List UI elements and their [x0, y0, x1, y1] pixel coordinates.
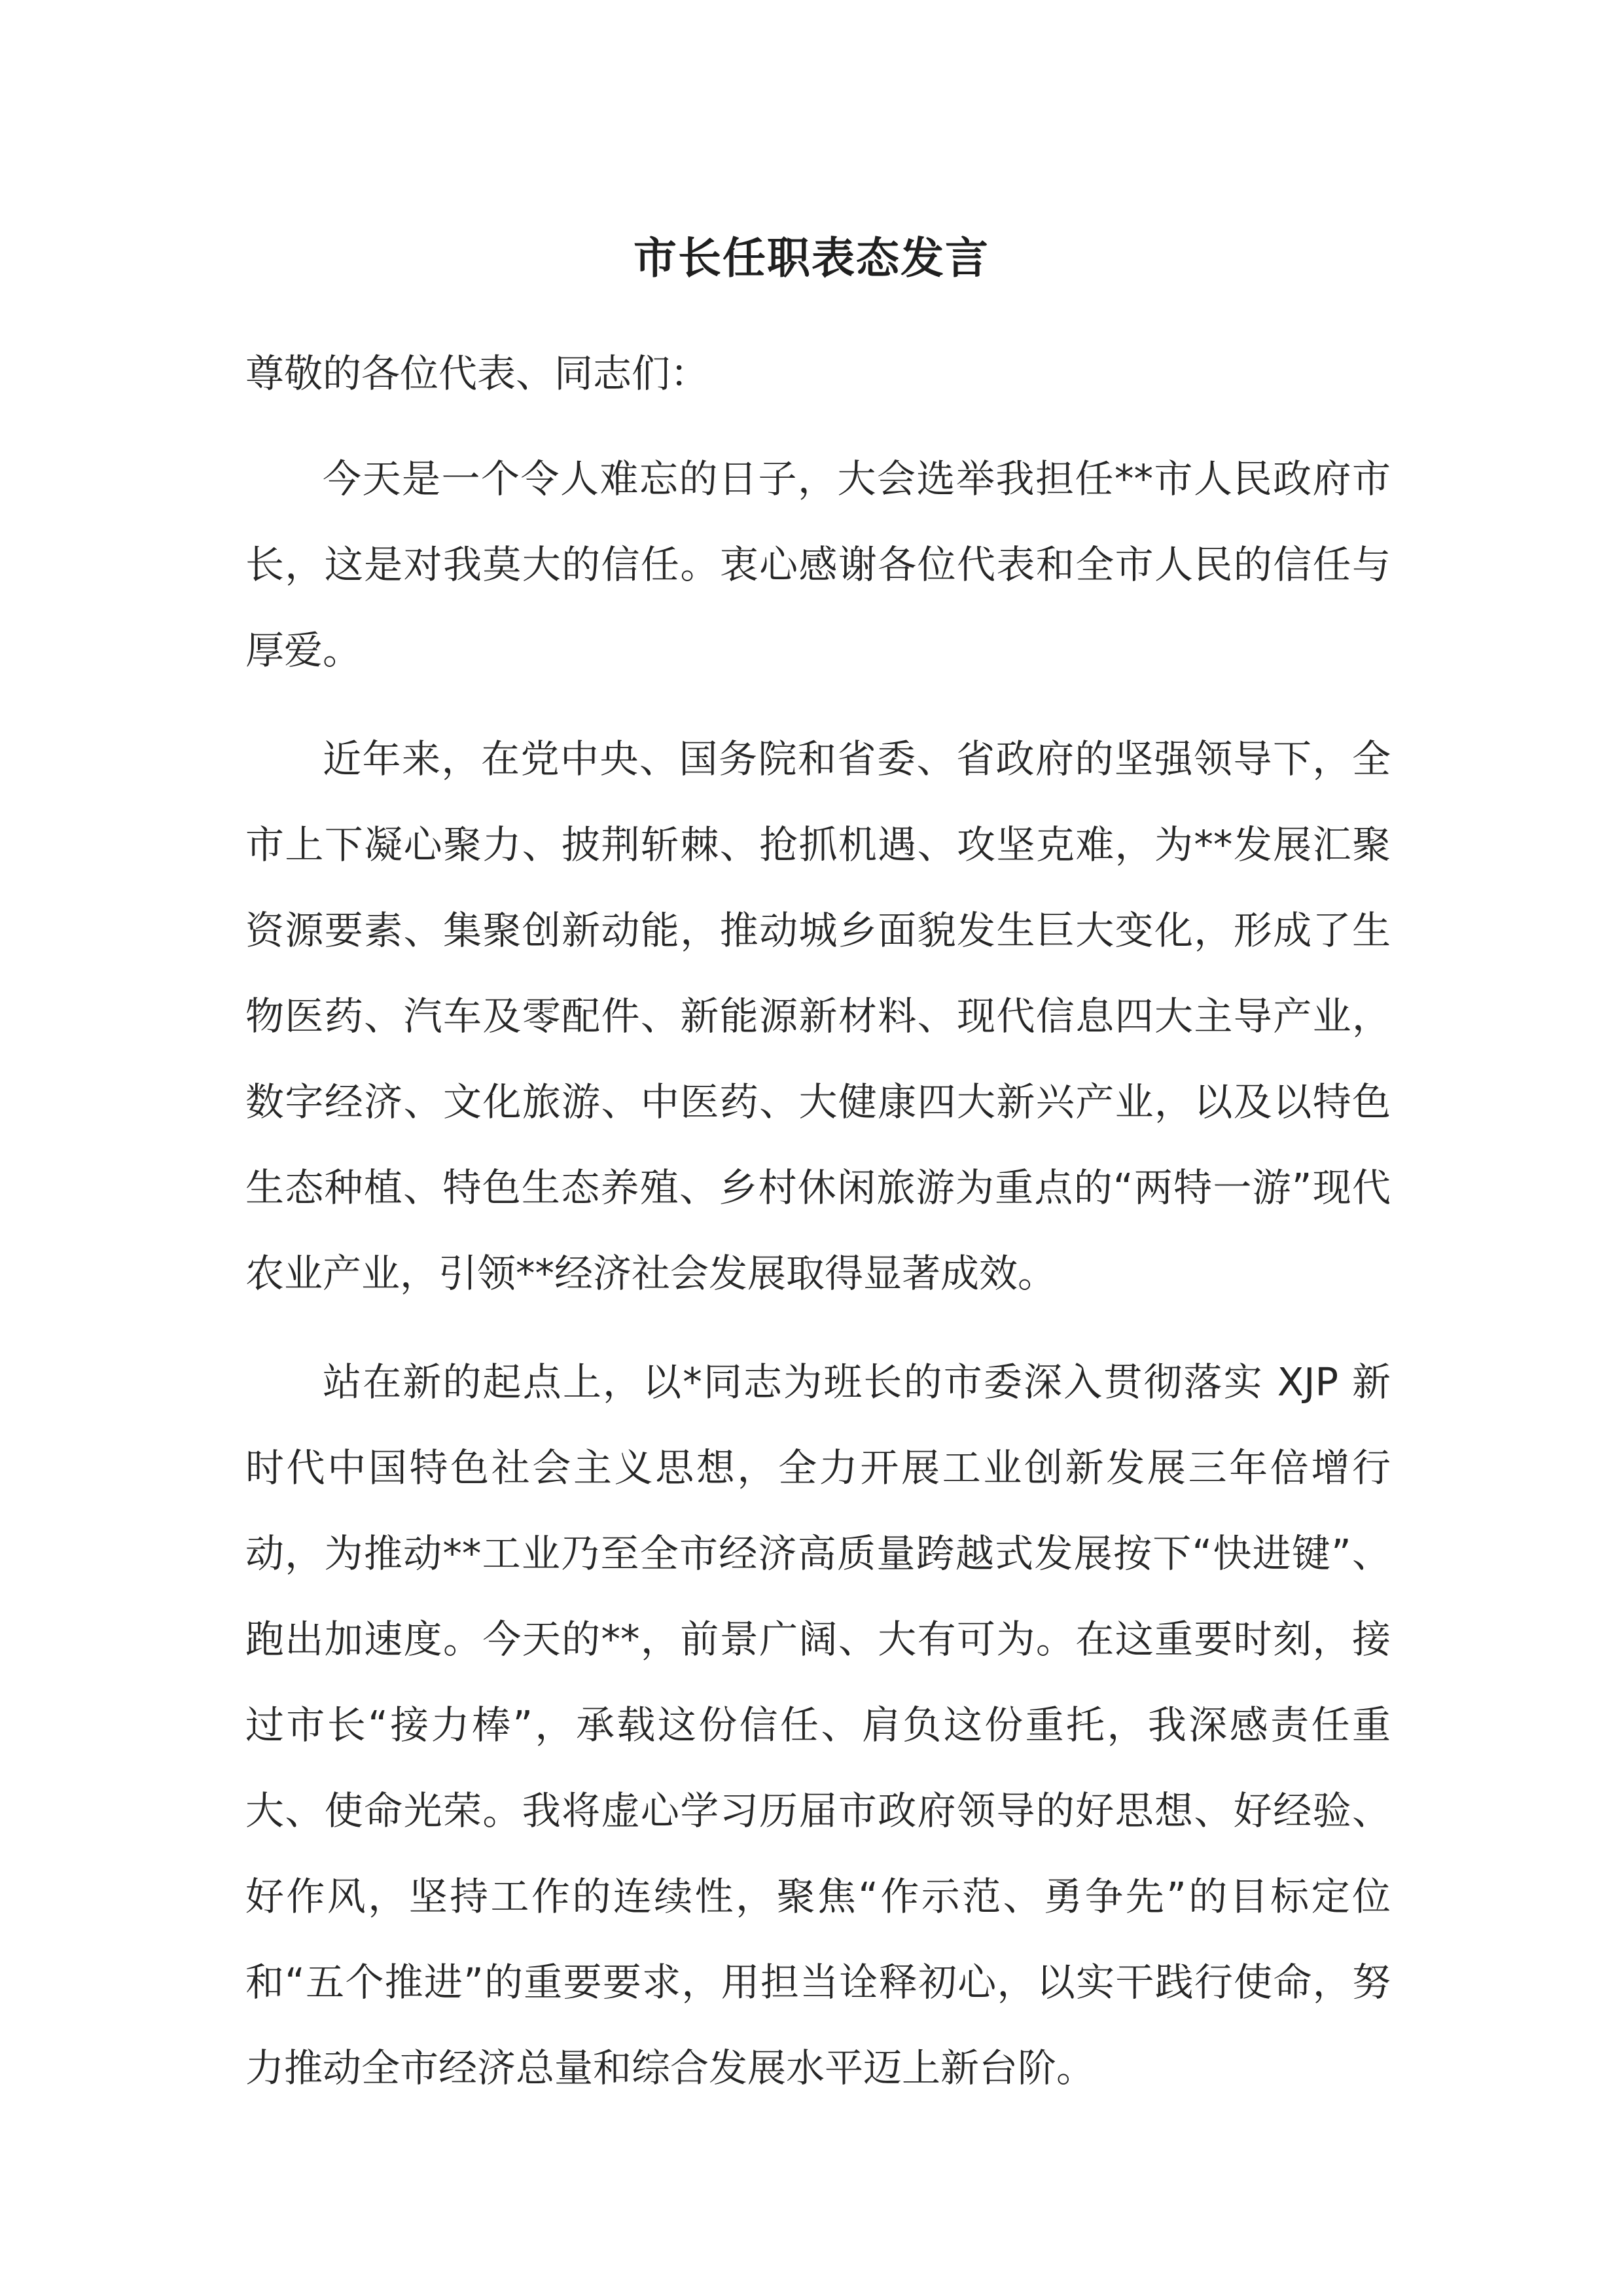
document-title: 市长任职表态发言	[633, 233, 990, 283]
document-body	[245, 331, 1391, 2134]
salutation: 尊敬的各位代表、同志们：	[245, 351, 709, 396]
paragraph-1: 今天是一个令人难忘的日子，大会选举我担任**市人民政府市长，这是对我莫大的信任。衷心感谢各位代表和全市人民的信任与厚爱。	[245, 456, 1391, 673]
paragraph-2: 近年来，在党中央、国务院和省委、省政府的坚强领导下，全市上下凝心聚力、披荆斩棘、抢抓机遇、攻坚克难，为**发展汇聚资源要素、集聚创新动能，推动城乡面貌发生巨大变化，形成了生物医药、汽车及零配件、新能源新材料、现代信息四大主导产业，数字经济、文化旅游、中医药、大健康四大新兴产业，以及以特色生态种植、特色生态养殖、乡村休闲旅游为重点的“两特一游”现代农业产业，引领**经济社会发展取得显著成效。	[245, 736, 1391, 1296]
paragraph-3: 站在新的起点上，以*同志为班长的市委深入贯彻落实 XJP 新时代中国特色社会主义思想，全力开展工业创新发展三年倍增行动，为推动**工业乃至全市经济高质量跨越式发展按下“快进键”、跑出加速度。今天的**，前景广阔、大有可为。在这重要时刻，接过市长“接力棒”，承载这份信任、肩负这份重托，我深感责任重大、使命光荣。我将虚心学习历届市政府领导的好思想、好经验、好作风，坚持工作的连续性，聚焦“作示范、勇争先”的目标定位和“五个推进”的重要要求，用担当诠释初心，以实干践行使命，努力推动全市经济总量和综合发展水平迈上新台阶。	[245, 1359, 1391, 2090]
